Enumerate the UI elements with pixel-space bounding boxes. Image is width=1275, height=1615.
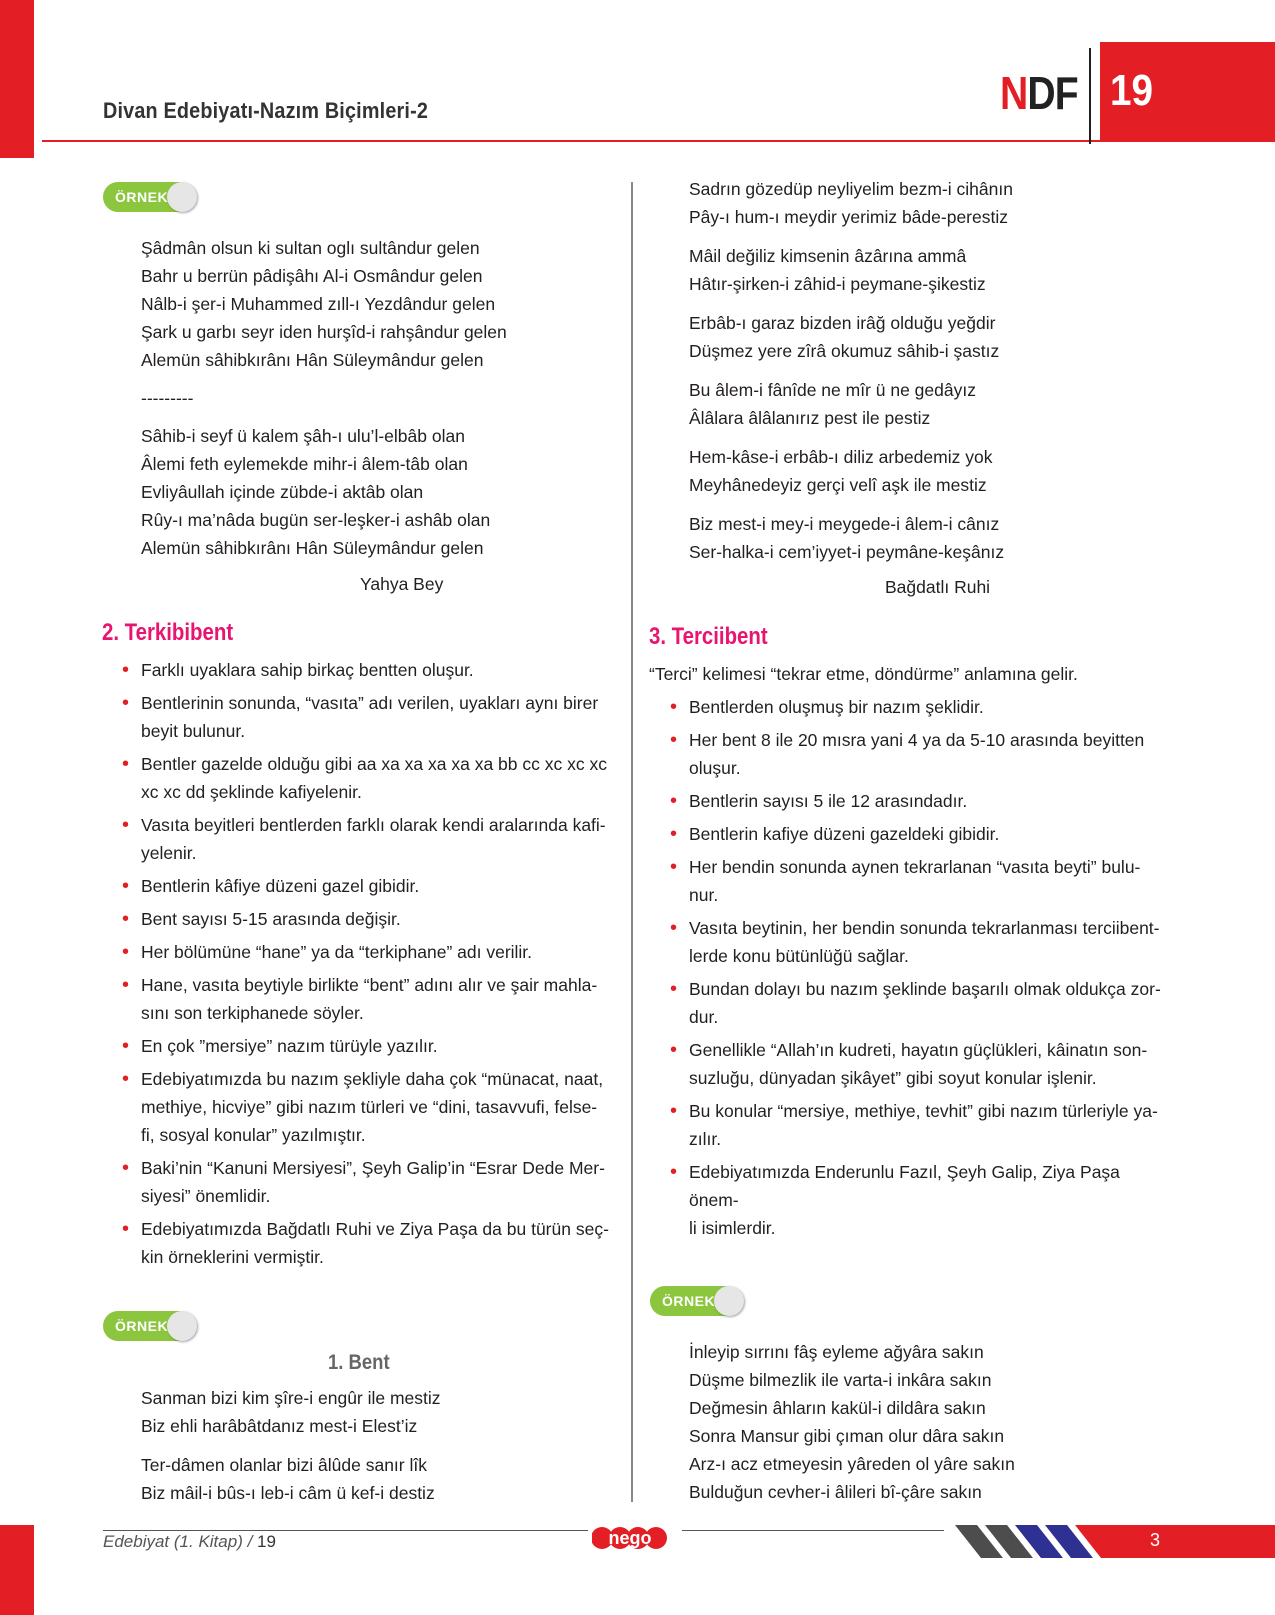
header-rule — [42, 140, 1133, 142]
poem-yahya-bey: Şâdmân olsun ki sultan oglı sultândur gelen Bahr u berrün pâdişâhı Al-i Osmândur gelen Nâlb-i şer-i Muhammed zıll-ı Yezdândur gelen Şark u garbı seyr iden hurşîd-i rahşândur gelen Alemün sâhibkırânı Hân Süleymândur gelen --------- Sâhib-i seyf ü kalem şâh-ı ulu’l-elbâb olan Âlemi feth eylemekde mihr-i âlem-tâb olan Evliyâullah içinde zübde-i aktâb olan Rûy-ı ma’nâda bugün ser-leşker-i ashâb olan Alemün sâhibkırânı Hân Süleymândur gelen — [141, 238, 507, 558]
list-item: • Bentler gazelde olduğu gibi aa xa xa xa xa xa bb cc xc xc xc xc xc dd şeklinde kafiyelenir. — [122, 753, 607, 802]
header-number: 19 — [1110, 66, 1154, 115]
terciibent-list — [670, 693, 1164, 1247]
toggle-knob-icon — [167, 182, 197, 212]
list-item: • Edebiyatımızda bu nazım şekliyle daha çok “münacat, naat, methiye, hicviye” gibi nazım türleri ve “dini, tasavvufi, felse- fi, sosyal konular” yazılmıştır. — [122, 1068, 604, 1145]
nego-logo-text: nego — [608, 1528, 652, 1548]
list-item: • Hane, vasıta beytiyle birlikte “bent” adını alır ve şair mahla- sını son terkiphanede söyler. — [122, 974, 598, 1023]
list-item: • Bundan dolayı bu nazım şeklinde başarılı olmak oldukça zor- dur. — [670, 978, 1161, 1027]
page-title: Divan Edebiyatı-Nazım Biçimleri-2 — [103, 98, 429, 123]
list-item: • Bentlerin kafiye düzeni gazeldeki gibidir. — [670, 823, 1000, 845]
column-separator — [631, 182, 633, 1502]
brand-logo: NDF — [1000, 67, 1078, 119]
list-item: • Her bent 8 ile 20 mısra yani 4 ya da 5-10 arasında beyitten oluşur. — [670, 729, 1145, 778]
bottom-left-red-bar — [0, 1525, 34, 1615]
list-item: • Farklı uyaklara sahip birkaç bentten oluşur. — [122, 659, 474, 681]
footer-book-label: Edebiyat (1. Kitap) / 19 — [103, 1532, 276, 1551]
poem-author: Yahya Bey — [360, 574, 444, 594]
list-item: • Her bölümüne “hane” ya da “terkiphane” adı verilir. — [122, 941, 533, 963]
nego-logo — [592, 1516, 678, 1552]
section-title-terkibibent: 2. Terkibibent — [102, 619, 234, 646]
list-item: • Bentlerin sayısı 5 ile 12 arasındadır. — [670, 790, 968, 812]
list-item: • En çok ”mersiye” nazım türüyle yazılır. — [122, 1035, 438, 1057]
footer-stripes — [955, 1525, 1135, 1558]
brand-divider — [1089, 48, 1091, 144]
section-title-terciibent: 3. Terciibent — [649, 623, 768, 650]
list-item: • Bentlerinin sonunda, “vasıta” adı verilen, uyakları aynı birer beyit bulunur. — [122, 692, 599, 741]
terciibent-intro: “Terci” kelimesi “tekrar etme, döndürme” anlamına gelir. — [649, 664, 1078, 684]
toggle-knob-icon — [714, 1286, 744, 1316]
top-left-red-bar — [0, 0, 34, 158]
list-item: • Bentlerin kâfiye düzeni gazel gibidir. — [122, 875, 420, 897]
list-item: • Her bendin sonunda aynen tekrarlanan “vasıta beyti” bulu- nur. — [670, 856, 1141, 905]
terkibibent-list — [122, 656, 621, 1276]
stanza-separator: --------- — [141, 388, 194, 408]
list-item: • Vasıta beyitleri bentlerden farklı olarak kendi aralarında kafi- yelenir. — [122, 814, 606, 863]
list-item: • Edebiyatımızda Bağdatlı Ruhi ve Ziya Paşa da bu türün seç- kin örneklerini vermiştir. — [122, 1218, 609, 1267]
list-item: • Baki’nin “Kanuni Mersiyesi”, Şeyh Galip’in “Esrar Dede Mer- siyesi” önemlidir. — [122, 1157, 605, 1206]
bent-poem-continued: Sadrın gözedüp neyliyelim bezm-i cihânın Pây-ı hum-ı meydir yerimiz bâde-perestiz Mâil değiliz kimsenin âzârına ammâ Hâtır-şirken-i zâhid-i peymane-şikestiz Erbâb-ı garaz bizden irâğ olduğu yeğdir Düşmez yere zîrâ okumuz sâhib-i şastız Bu âlem-i fânîde ne mîr ü ne gedâyız Âlâlara âlâlanırız pest ile pestiz Hem-kâse-i erbâb-ı diliz arbedemiz yok Meyhânedeyiz gerçi velî aşk ile mestiz Biz mest-i mey-i meygede-i âlem-i cânız Ser-halka-i cem’iyyet-i peymâne-keşânız — [689, 179, 1013, 562]
toggle-knob-icon — [167, 1311, 197, 1341]
list-item: • Bentlerden oluşmuş bir nazım şeklidir. — [670, 696, 984, 718]
bent-title: 1. Bent — [328, 1351, 390, 1374]
list-item: • Bu konular “mersiye, methiye, tevhit” gibi nazım türleriyle ya- zılır. — [670, 1100, 1158, 1149]
list-item: • Vasıta beytinin, her bendin sonunda tekrarlanması terciibent- lerde konu bütünlüğü sağlar. — [670, 917, 1160, 966]
footer-rule-right — [682, 1530, 944, 1531]
bent-poem: Sanman bizi kim şîre-i engûr ile mestiz Biz ehli harâbâtdanız mest-i Elest’iz Ter-dâmen olanlar bizi âlûde sanır lîk Biz mâil-i bûs-ı leb-i câm ü kef-i destiz — [141, 1388, 441, 1503]
footer-rule-left — [103, 1530, 588, 1531]
list-item: • Genellikle “Allah’ın kudreti, hayatın güçlükleri, kâinatın son- suzluğu, dünyadan şikâyet” gibi soyut konular işlenir. — [670, 1039, 1148, 1088]
poem-author: Bağdatlı Ruhi — [885, 577, 991, 597]
list-item: • Edebiyatımızda Enderunlu Fazıl, Şeyh Galip, Ziya Paşa önem- li isimlerdir. — [670, 1161, 1120, 1238]
footer-page-number: 3 — [1150, 1530, 1161, 1550]
terciibent-poem: İnleyip sırrını fâş eyleme ağyâra sakın Düşme bilmezlik ile varta-i inkâra sakın Değmesin âhların kakül-i dildâra sakın Sonra Mansur gibi çıman olur dâra sakın Arz-ı acz etmeyesin yâreden ol yâre sakın Bulduğun cevher-i âlileri bî-çâre sakın — [689, 1342, 1015, 1502]
list-item: • Bent sayısı 5-15 arasında değişir. — [122, 908, 401, 930]
